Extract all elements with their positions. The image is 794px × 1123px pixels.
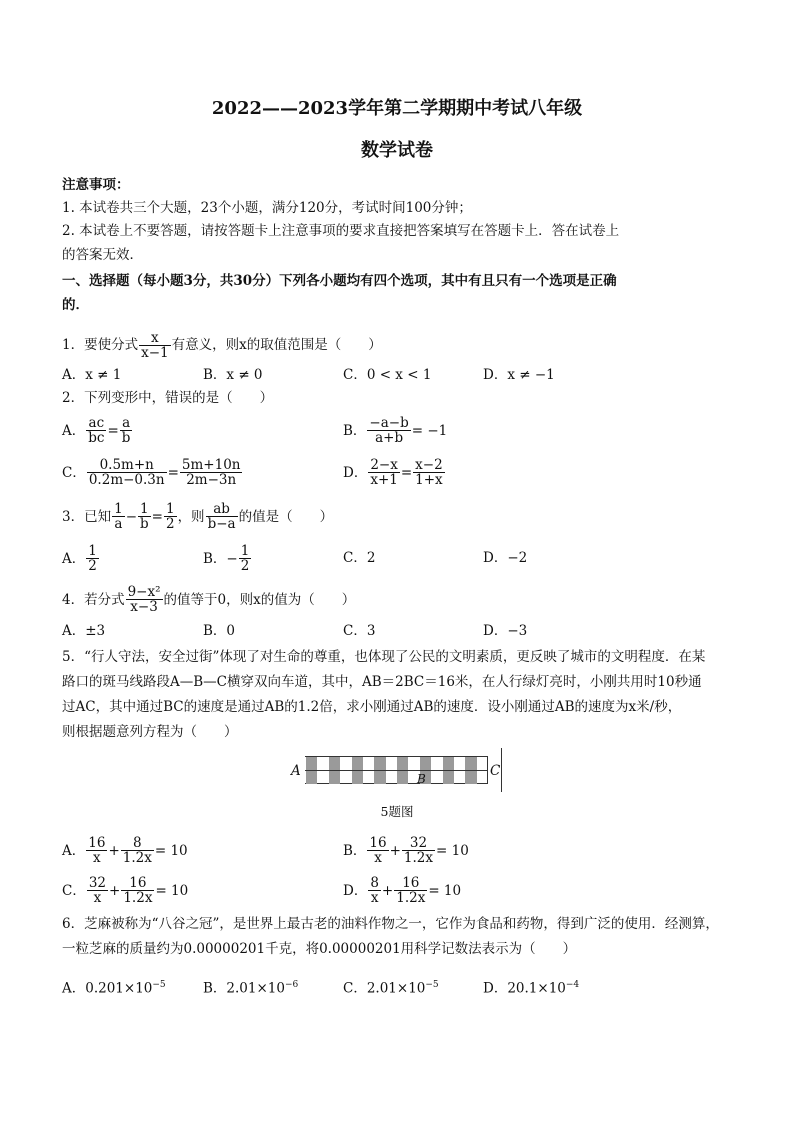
- q5-c-rhs: = 10: [155, 882, 189, 899]
- q2-d-den-2: 1+x: [415, 472, 443, 488]
- q3-minus: −: [125, 508, 137, 525]
- q3-f1-num: 1: [114, 501, 123, 517]
- q2-b-den: a+b: [375, 430, 404, 446]
- zebra-stripe: [306, 757, 317, 770]
- zebra-stripe: [443, 771, 454, 784]
- q6-line-1: 6．芝麻被称为“八谷之冠”，是世界上最古老的油料作物之一，它作为食品和药物，得到广泛的使用．经测算，: [62, 916, 719, 932]
- q3-frac-2: [138, 502, 151, 531]
- q5-a-plus: +: [108, 842, 120, 859]
- q6-option-a[interactable]: [62, 976, 166, 998]
- q3-equals: =: [151, 508, 163, 525]
- zebra-crossing-figure: [305, 756, 505, 786]
- zebra-right-edge: [487, 756, 488, 784]
- q5-line-2: 路口的斑马线路段A—B—C横穿双向车道，其中，AB＝2BC＝16米，在人行绿灯亮时，小刚共用时10秒通: [62, 674, 702, 690]
- q4-option-b[interactable]: B．0: [203, 623, 236, 639]
- q5-b-den-1: x: [374, 850, 382, 866]
- q6-option-d[interactable]: [483, 976, 579, 998]
- q3-option-d[interactable]: D．−2: [483, 550, 528, 566]
- q2-c-frac-2: [180, 458, 243, 487]
- q2-option-d[interactable]: [343, 458, 446, 487]
- q3-pre: 3．已知: [62, 508, 112, 525]
- q2-a-equals: =: [107, 422, 119, 439]
- fig-label-a: A: [291, 763, 301, 779]
- q4-option-d[interactable]: D．−3: [483, 623, 528, 639]
- q5-b-den-2: 1.2x: [403, 850, 434, 866]
- q5-d-rhs: = 10: [428, 882, 462, 899]
- q5-a-frac-2: [121, 836, 154, 865]
- zebra-stripe: [465, 757, 476, 770]
- q5-line-4: 则根据题意列方程为（ ）: [62, 724, 238, 740]
- q3-f2-den: b: [140, 516, 149, 532]
- q5-a-rhs: = 10: [154, 842, 188, 859]
- q5-a-num-1: 16: [88, 835, 106, 851]
- q3-option-a[interactable]: [62, 544, 100, 573]
- q6-c-exp: −5: [425, 980, 439, 990]
- q4-post: 的值等于0，则x的值为（ ）: [163, 591, 356, 608]
- q2-d-frac-1: [368, 458, 400, 487]
- q1-frac-den: x−1: [141, 345, 169, 361]
- exam-title: 2022——2023学年第二学期期中考试八年级: [211, 98, 583, 119]
- question-2-stem: 2．下列变形中，错误的是（ ）: [62, 390, 274, 406]
- fig-label-b: B: [417, 772, 426, 786]
- q3-a-num: 1: [88, 543, 97, 559]
- q5-c-num-2: 16: [121, 876, 154, 891]
- q5-d-den-2: 1.2x: [396, 890, 426, 906]
- q2-option-c[interactable]: [62, 458, 243, 487]
- q2-c-frac-1: [87, 458, 167, 487]
- q5-c-label: C．: [62, 882, 86, 899]
- zebra-stripe: [397, 771, 408, 784]
- q3-f2-num: 1: [138, 502, 151, 517]
- q2-option-b[interactable]: [343, 416, 447, 445]
- zebra-stripe: [306, 771, 317, 784]
- q3-b-den: 2: [240, 558, 250, 574]
- q5-line-3: 过AC，其中通过BC的速度是通过AB的1.2倍，求小刚通过AB的速度．设小刚通过AB的速度为x米/秒，: [62, 699, 682, 715]
- q2-b-label: B．: [343, 422, 367, 439]
- q2-d-den-1: x+1: [370, 472, 398, 488]
- q1-option-c[interactable]: C．0 < x < 1: [343, 367, 432, 383]
- zebra-stripe: [465, 771, 476, 784]
- q6-option-b[interactable]: [203, 976, 298, 998]
- q2-b-frac: [367, 416, 410, 445]
- q5-a-frac-1: [86, 836, 107, 865]
- q2-c-label: C．: [62, 464, 86, 481]
- section-1-heading-line-2: 的．: [62, 297, 89, 313]
- q2-a-num-1: ac: [86, 416, 106, 431]
- q6-line-2: 一粒芝麻的质量约为0.00000201千克，将0.00000201用科学记数法表示为（ ）: [62, 941, 577, 957]
- q5-d-plus: +: [381, 882, 394, 899]
- q3-b-frac: [239, 544, 252, 573]
- q3-mid: ，则: [177, 508, 205, 525]
- section-1-heading-line-1: 一、选择题（每小题3分，共30分）下列各小题均有四个选项，其中有且只有一个选项是正确: [62, 273, 617, 289]
- q5-option-b[interactable]: [343, 836, 469, 865]
- q4-option-a[interactable]: A．±3: [62, 623, 106, 639]
- q5-a-label: A．: [62, 842, 86, 859]
- q3-frac-3: [164, 502, 177, 531]
- q5-option-c[interactable]: [62, 876, 188, 905]
- q2-a-num-2: a: [120, 416, 133, 431]
- q2-b-num: −a−b: [369, 415, 409, 431]
- q5-a-den-2: 1.2x: [122, 850, 152, 866]
- q5-option-a[interactable]: [62, 836, 188, 865]
- exam-subtitle: 数学试卷: [361, 140, 433, 161]
- q4-option-c[interactable]: C．3: [343, 623, 376, 639]
- q1-frac-num: x: [139, 331, 171, 346]
- q5-d-den-1: x: [370, 890, 379, 906]
- q4-pre: 4．若分式: [62, 591, 125, 608]
- notice-item-2-line-2: 的答案无效．: [62, 247, 143, 263]
- question-1-stem: [62, 331, 382, 360]
- q3-f1-den: a: [114, 516, 123, 532]
- q2-c-num-1: 0.5m+n: [87, 458, 167, 473]
- q5-c-plus: +: [109, 882, 121, 899]
- q2-d-equals: =: [400, 464, 413, 481]
- q6-a-exp: −5: [152, 980, 166, 990]
- q1-option-b[interactable]: B．x ≠ 0: [203, 367, 263, 383]
- q5-c-frac-1: [87, 876, 108, 905]
- q3-a-den: 2: [88, 558, 97, 574]
- q2-a-den-2: b: [121, 430, 131, 446]
- notice-item-1: 1. 本试卷共三个大题，23个小题，满分120分，考试时间100分钟；: [62, 200, 472, 216]
- q3-post: 的值是（ ）: [238, 508, 334, 525]
- q6-option-c[interactable]: [343, 976, 439, 998]
- q5-line-1: 5．“行人守法，安全过街”体现了对生命的尊重，也体现了公民的文明素质，更反映了城市的文明程度．在某: [62, 649, 706, 665]
- q4-fraction: [126, 585, 163, 614]
- q3-f4-den: b−a: [207, 516, 236, 532]
- curb-line: [501, 748, 502, 792]
- q6-a-base: A．0.201×10: [62, 980, 153, 997]
- q5-a-den-1: x: [93, 850, 101, 866]
- q5-b-frac-2: [402, 836, 435, 865]
- notice-heading: 注意事项：: [62, 177, 130, 193]
- q5-c-den-1: x: [93, 890, 102, 906]
- q2-b-rhs: = −1: [411, 422, 448, 439]
- q5-b-num-1: 16: [369, 835, 387, 851]
- zebra-stripe: [329, 757, 340, 770]
- q5-b-label: B．: [343, 842, 367, 859]
- q5-d-label: D．: [343, 882, 368, 899]
- q2-d-num-1: 2−x: [370, 457, 398, 473]
- q3-f3-num: 1: [165, 501, 175, 517]
- q5-b-num-2: 32: [402, 836, 435, 851]
- q5-c-frac-2: [121, 876, 154, 905]
- q3-f3-den: 2: [165, 516, 175, 532]
- q2-c-den-1: 0.2m−0.3n: [88, 472, 165, 488]
- zebra-stripe: [352, 771, 363, 784]
- zebra-stripe: [420, 757, 431, 770]
- zebra-stripe: [397, 757, 408, 770]
- q2-option-a[interactable]: [62, 416, 133, 445]
- q5-b-plus: +: [389, 842, 401, 859]
- q3-option-c[interactable]: C．2: [343, 550, 376, 566]
- notice-item-2-line-1: 2. 本试卷上不要答题，请按答题卡上注意事项的要求直接把答案填写在答题卡上．答在试卷上: [62, 223, 620, 239]
- zebra-stripe: [374, 771, 385, 784]
- q3-frac-4: [206, 502, 238, 531]
- q2-c-num-2: 5m+10n: [181, 457, 241, 473]
- q3-b-num: 1: [240, 543, 250, 559]
- q4-frac-den: x−3: [130, 599, 158, 615]
- q5-d-frac-2: [394, 876, 427, 905]
- q4-frac-num: 9−x²: [127, 584, 161, 600]
- q2-c-equals: =: [167, 464, 179, 481]
- q3-b-label: B．−: [203, 550, 238, 567]
- q1-option-a[interactable]: A．x ≠ 1: [62, 367, 122, 383]
- q6-b-base: B．2.01×10: [203, 980, 285, 997]
- q1-fraction: [139, 331, 171, 360]
- q6-d-exp: −4: [565, 980, 580, 990]
- q1-post: 有意义，则x的取值范围是（ ）: [171, 337, 382, 353]
- fig-caption: 5题图: [380, 804, 414, 819]
- q3-option-b[interactable]: [203, 544, 252, 573]
- q6-c-base: C．2.01×10: [343, 980, 426, 997]
- q3-a-frac: [86, 544, 99, 573]
- q5-d-num-2: 16: [394, 876, 427, 891]
- q1-pre: 1．要使分式: [62, 337, 139, 353]
- q2-c-den-2: 2m−3n: [186, 472, 237, 488]
- q2-a-den-1: bc: [88, 430, 105, 446]
- q5-d-num-1: 8: [370, 875, 379, 891]
- q3-frac-1: [112, 502, 125, 531]
- question-4-stem: [62, 585, 355, 614]
- q2-d-frac-2: [413, 458, 445, 487]
- q6-b-exp: −6: [284, 980, 299, 990]
- q5-b-rhs: = 10: [436, 842, 469, 859]
- q6-d-base: D．20.1×10: [483, 980, 566, 997]
- fig-label-c: C: [490, 763, 501, 779]
- q5-option-d[interactable]: [343, 876, 461, 905]
- q5-d-frac-1: [368, 876, 381, 905]
- zebra-stripe: [443, 757, 454, 770]
- q5-b-frac-1: [367, 836, 388, 865]
- q5-c-num-1: 32: [88, 875, 107, 891]
- q2-d-num-2: x−2: [415, 457, 443, 473]
- q5-a-num-2: 8: [121, 836, 154, 851]
- q2-a-frac-1: [86, 416, 106, 445]
- q2-d-label: D．: [343, 464, 368, 481]
- q5-c-den-2: 1.2x: [123, 890, 153, 906]
- q2-a-frac-2: [120, 416, 133, 445]
- q1-option-d[interactable]: D．x ≠ −1: [483, 367, 555, 383]
- q3-a-label: A．: [62, 550, 86, 567]
- q2-a-label: A．: [62, 422, 86, 439]
- zebra-stripe: [329, 771, 340, 784]
- zebra-stripe: [352, 757, 363, 770]
- q3-f4-num: ab: [206, 502, 238, 517]
- question-3-stem: [62, 502, 333, 531]
- zebra-stripe: [374, 757, 385, 770]
